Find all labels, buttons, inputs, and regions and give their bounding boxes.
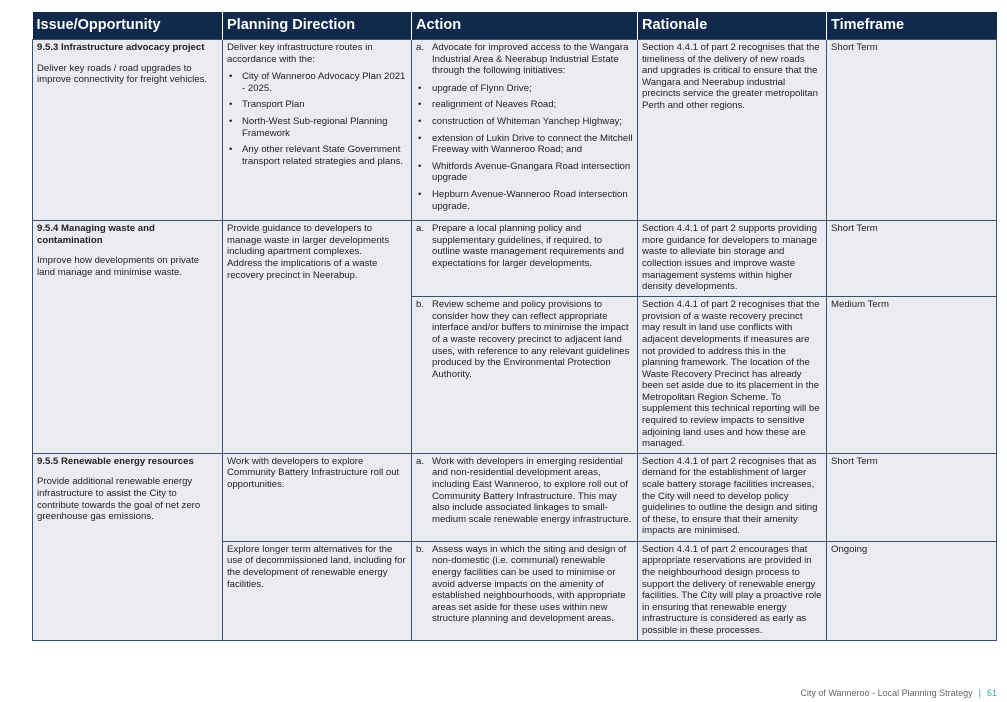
table-row: [33, 40, 997, 221]
timeframe-cell: Short Term: [827, 221, 997, 297]
header-timeframe: Timeframe: [827, 12, 997, 40]
action-letter: a.: [416, 455, 425, 467]
rationale-cell: Section 4.4.1 of part 2 recognises that the timeliness of the delivery of new roads and upgrades is critical to ensure that the Wangara and Neerabup industrial precincts service the greater metropolitan Perth and other regions.: [638, 40, 827, 221]
issue-cell: [33, 221, 223, 454]
timeframe-cell: Short Term: [827, 40, 997, 221]
header-planning-direction: Planning Direction: [223, 12, 412, 40]
list-item: • Hepburn Avenue-Wanneroo Road intersection upgrade.: [416, 189, 633, 212]
direction-list: [227, 71, 407, 167]
direction-text: Address the implications of a waste recovery precinct in Neerabup.: [227, 257, 378, 281]
action-text: Review scheme and policy provisions to consider how they can reflect appropriate interface and/or buffers to minimise the impact of a waste recovery precinct to adjacent land uses, with reference to any relevant guidelines produced by the Environmental Protection Authority.: [432, 299, 630, 380]
action-cell: [412, 453, 638, 541]
action-cell: [412, 297, 638, 454]
header-action: Action: [412, 12, 638, 40]
page-footer: [800, 688, 997, 698]
header-issue: Issue/Opportunity: [33, 12, 223, 40]
timeframe-cell: Medium Term: [827, 297, 997, 454]
direction-cell: Work with developers to explore Community Battery Infrastructure roll out opportunities.: [223, 453, 412, 541]
action-text: Prepare a local planning policy and supplementary guidelines, if required, to outline waste management requirements and expectations for larger developments.: [432, 223, 624, 269]
issue-text: Deliver key roads / road upgrades to improve connectivity for freight vehicles.: [37, 62, 208, 86]
action-text: Assess ways in which the siting and design of non-domestic (i.e. communal) renewable energy facilities can be used to minimise or avoid adverse impacts on the amenity of established neighbourhoods, with appropriate areas set aside for these uses within new structure planning and development areas.: [432, 543, 627, 625]
direction-text: Provide guidance to developers to manage waste in larger developments including apartment complexes.: [227, 223, 390, 258]
issue-title: 9.5.3 Infrastructure advocacy project: [37, 42, 205, 53]
issue-text: Provide additional renewable energy infrastructure to assist the City to contribute towards the goal of net zero greenhouse gas emissions.: [37, 476, 201, 523]
action-item: [416, 42, 633, 77]
action-letter: a.: [416, 42, 425, 53]
list-item: • construction of Whiteman Yanchep Highway;: [416, 116, 633, 128]
table-row: [33, 221, 997, 297]
issue-title: 9.5.4 Managing waste and contamination: [37, 223, 155, 246]
rationale-cell: Section 4.4.1 of part 2 encourages that appropriate reservations are provided in the neighbourhood design process to support the delivery of renewable energy facilities. The City will play a proactive role in ensuring that renewable energy infrastructure is considered as early as possible in these processes.: [638, 541, 827, 640]
direction-cell: Explore longer term alternatives for the use of decommissioned land, including for the development of renewable energy facilities.: [223, 541, 412, 640]
action-item: [416, 544, 633, 625]
issue-cell: [33, 453, 223, 640]
rationale-cell: Section 4.4.1 of part 2 recognises that the provision of a waste recovery precinct may result in land use conflicts with adjacent developments if measures are not provided to address this in the planning framework. The location of the Waste Recovery Precinct has already been set aside due to its placement in the Metropolitan Region Scheme. To supplement this technical reporting will be required to review impacts to sensitive adjoining land uses and how these are managed.: [638, 297, 827, 454]
rationale-cell: Section 4.4.1 of part 2 recognises that as demand for the establishment of larger scale battery storage facilities increases, the City will need to develop policy guidelines to outline the design and siting of these, to ensure that their amenity impacts are minimised.: [638, 453, 827, 541]
planning-actions-table: [32, 12, 997, 641]
rationale-cell: Section 4.4.1 of part 2 supports providing more guidance for developers to manage waste to alleviate bin storage and collection issues and improve waste management systems within higher density developments.: [638, 221, 827, 297]
action-text: Work with developers in emerging residential and non-residential development areas, including East Wanneroo, to explore roll out of Community Battery Infrastructure. This may also include associated linkages to small-medium scale renewable energy infrastructure.: [432, 455, 632, 525]
table-row: [33, 453, 997, 541]
action-item: [416, 223, 633, 269]
direction-cell: [223, 221, 412, 454]
timeframe-cell: Short Term: [827, 453, 997, 541]
direction-intro: Deliver key infrastructure routes in accordance with the:: [227, 42, 373, 65]
list-item: • upgrade of Flynn Drive;: [416, 83, 633, 95]
list-item: • Whitfords Avenue-Gnangara Road intersection upgrade: [416, 161, 633, 184]
list-item: • North-West Sub-regional Planning Framework: [227, 116, 407, 139]
page-number: 61: [986, 688, 997, 698]
issue-cell: [33, 40, 223, 221]
action-cell: [412, 221, 638, 297]
action-cell: [412, 541, 638, 640]
footer-document-title: City of Wanneroo - Local Planning Strategy: [800, 688, 973, 698]
list-item: • extension of Lukin Drive to connect the Mitchell Freeway with Wanneroo Road; and: [416, 133, 633, 156]
table-header-row: [33, 12, 997, 40]
list-item: • Any other relevant State Government transport related strategies and plans.: [227, 144, 407, 167]
issue-title: 9.5.5 Renewable energy resources: [37, 455, 194, 467]
issue-text: Improve how developments on private land manage and minimise waste.: [37, 255, 200, 278]
action-item: [416, 456, 633, 526]
action-intro: Advocate for improved access to the Wangara Industrial Area & Neerabup Industrial Estate through the following initiatives:: [432, 42, 629, 77]
header-rationale: Rationale: [638, 12, 827, 40]
timeframe-cell: Ongoing: [827, 541, 997, 640]
action-letter: a.: [416, 223, 425, 235]
action-item: [416, 299, 633, 380]
list-item: • City of Wanneroo Advocacy Plan 2021 - 2025.: [227, 71, 407, 94]
action-letter: b.: [416, 543, 425, 555]
action-cell: [412, 40, 638, 221]
list-item: • Transport Plan: [227, 99, 407, 111]
action-letter: b.: [416, 299, 425, 311]
action-initiatives-list: [416, 83, 633, 212]
list-item: • realignment of Neaves Road;: [416, 99, 633, 111]
footer-separator: |: [978, 688, 981, 698]
direction-cell: [223, 40, 412, 221]
